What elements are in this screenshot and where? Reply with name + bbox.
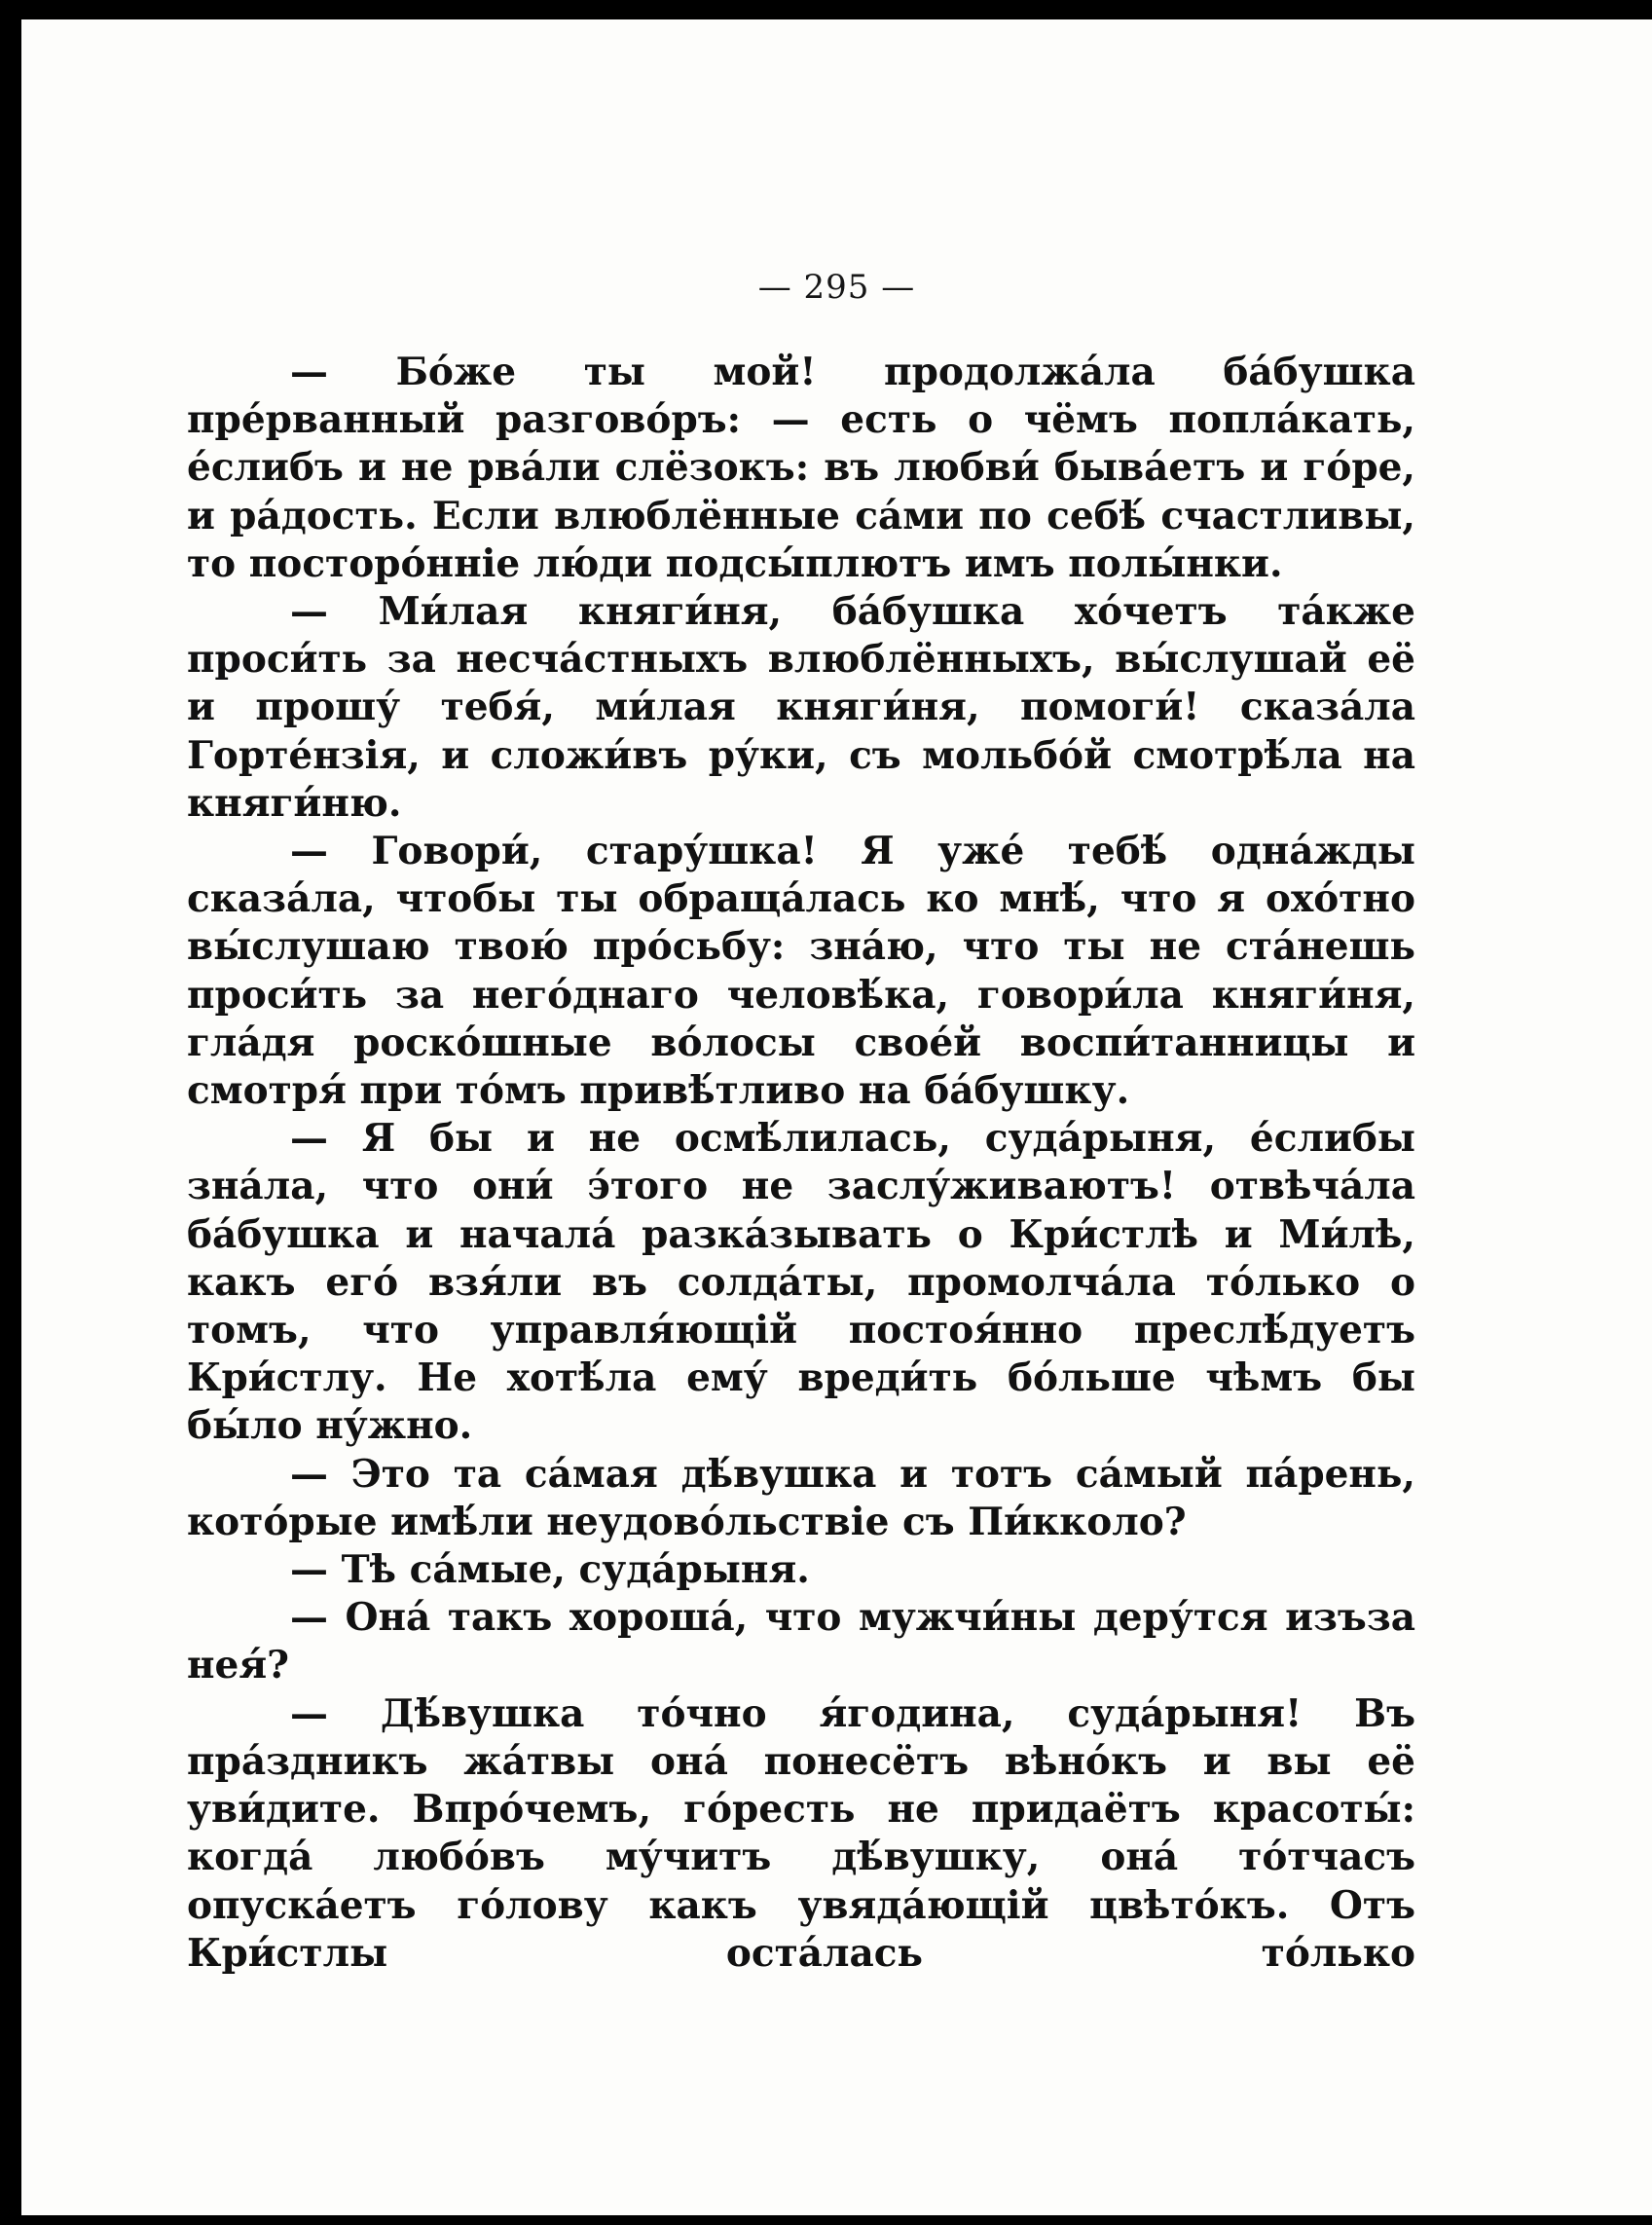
paragraph: — Я бы и не осмѣ́лилась, суда́рыня, е́слибы зна́ла, что они́ э́того не заслу́живаютъ! отвѣча́ла ба́бушка и начала́ разка́зывать о Кри́стлѣ и Ми́лѣ, какъ его́ взя́ли въ солда́ты, промолча́ла то́лько о томъ, что управля́ющій постоя́нно преслѣ́дуетъ Кри́стлу. Не хотѣ́ла ему́ вреди́ть бо́льше чѣмъ бы бы́ло ну́жно. <box>187 1116 1415 1449</box>
paragraph: — Дѣ́вушка то́чно я́година, суда́рыня! Въ пра́здникъ жа́твы она́ понесётъ вѣно́къ и вы её уви́дите. Впро́чемъ, го́ресть не придаётъ красоты́: когда́ любо́въ му́читъ дѣ́вушку, она́ то́тчасъ опуска́етъ го́лову какъ увяда́ющій цвѣто́къ. Отъ Кри́стлы оста́лась то́лько <box>187 1690 1415 1976</box>
paragraph: — Ми́лая княги́ня, ба́бушка хо́четъ та́кже проси́ть за несча́стныхъ влюблённыхъ, вы́слушай её и прошу́ тебя́, ми́лая княги́ня, помоги́! сказа́ла Гортéнзія, и сложи́въ ру́ки, съ мольбо́й смотрѣ́ла на княги́ню. <box>187 589 1415 826</box>
book-page <box>21 19 1652 2215</box>
paragraph: — Бо́же ты мой! продолжа́ла ба́бушка пре́рванный разгово́ръ: — есть о чёмъ попла́кать, е́слибъ и не рва́ли слёзокъ: въ любви́ быва́етъ и го́ре, и ра́дость. Если влюблённые са́ми по себѣ́ счастливы, то посторо́нніе лю́ди подсы́плютъ имъ полы́нки. <box>187 350 1415 586</box>
page-text <box>187 349 1415 1978</box>
page-number: — 295 — <box>757 268 916 307</box>
paragraph: — Это та са́мая дѣ́вушка и тотъ са́мый па́рень, кото́рые имѣ́ли неудово́льствіе съ Пи́кколо? <box>187 1451 1415 1544</box>
paragraph: — Тѣ са́мые, суда́рыня. <box>290 1547 810 1593</box>
paragraph: — Говори́, стару́шка! Я уже́ тебѣ́ одна́жды сказа́ла, чтобы ты обраща́лась ко мнѣ́, что я охо́тно вы́слушаю твою́ про́сьбу: зна́ю, что ты не ста́нешь проси́ть за него́днаго человѣ́ка, говори́ла княги́ня, гла́дя роско́шные во́лосы своéй воспи́танницы и смотря́ при то́мъ привѣ́тливо на ба́бушку. <box>187 829 1415 1114</box>
paragraph: — Она́ такъ хороша́, что мужчи́ны деру́тся изъза нея́? <box>187 1595 1415 1688</box>
